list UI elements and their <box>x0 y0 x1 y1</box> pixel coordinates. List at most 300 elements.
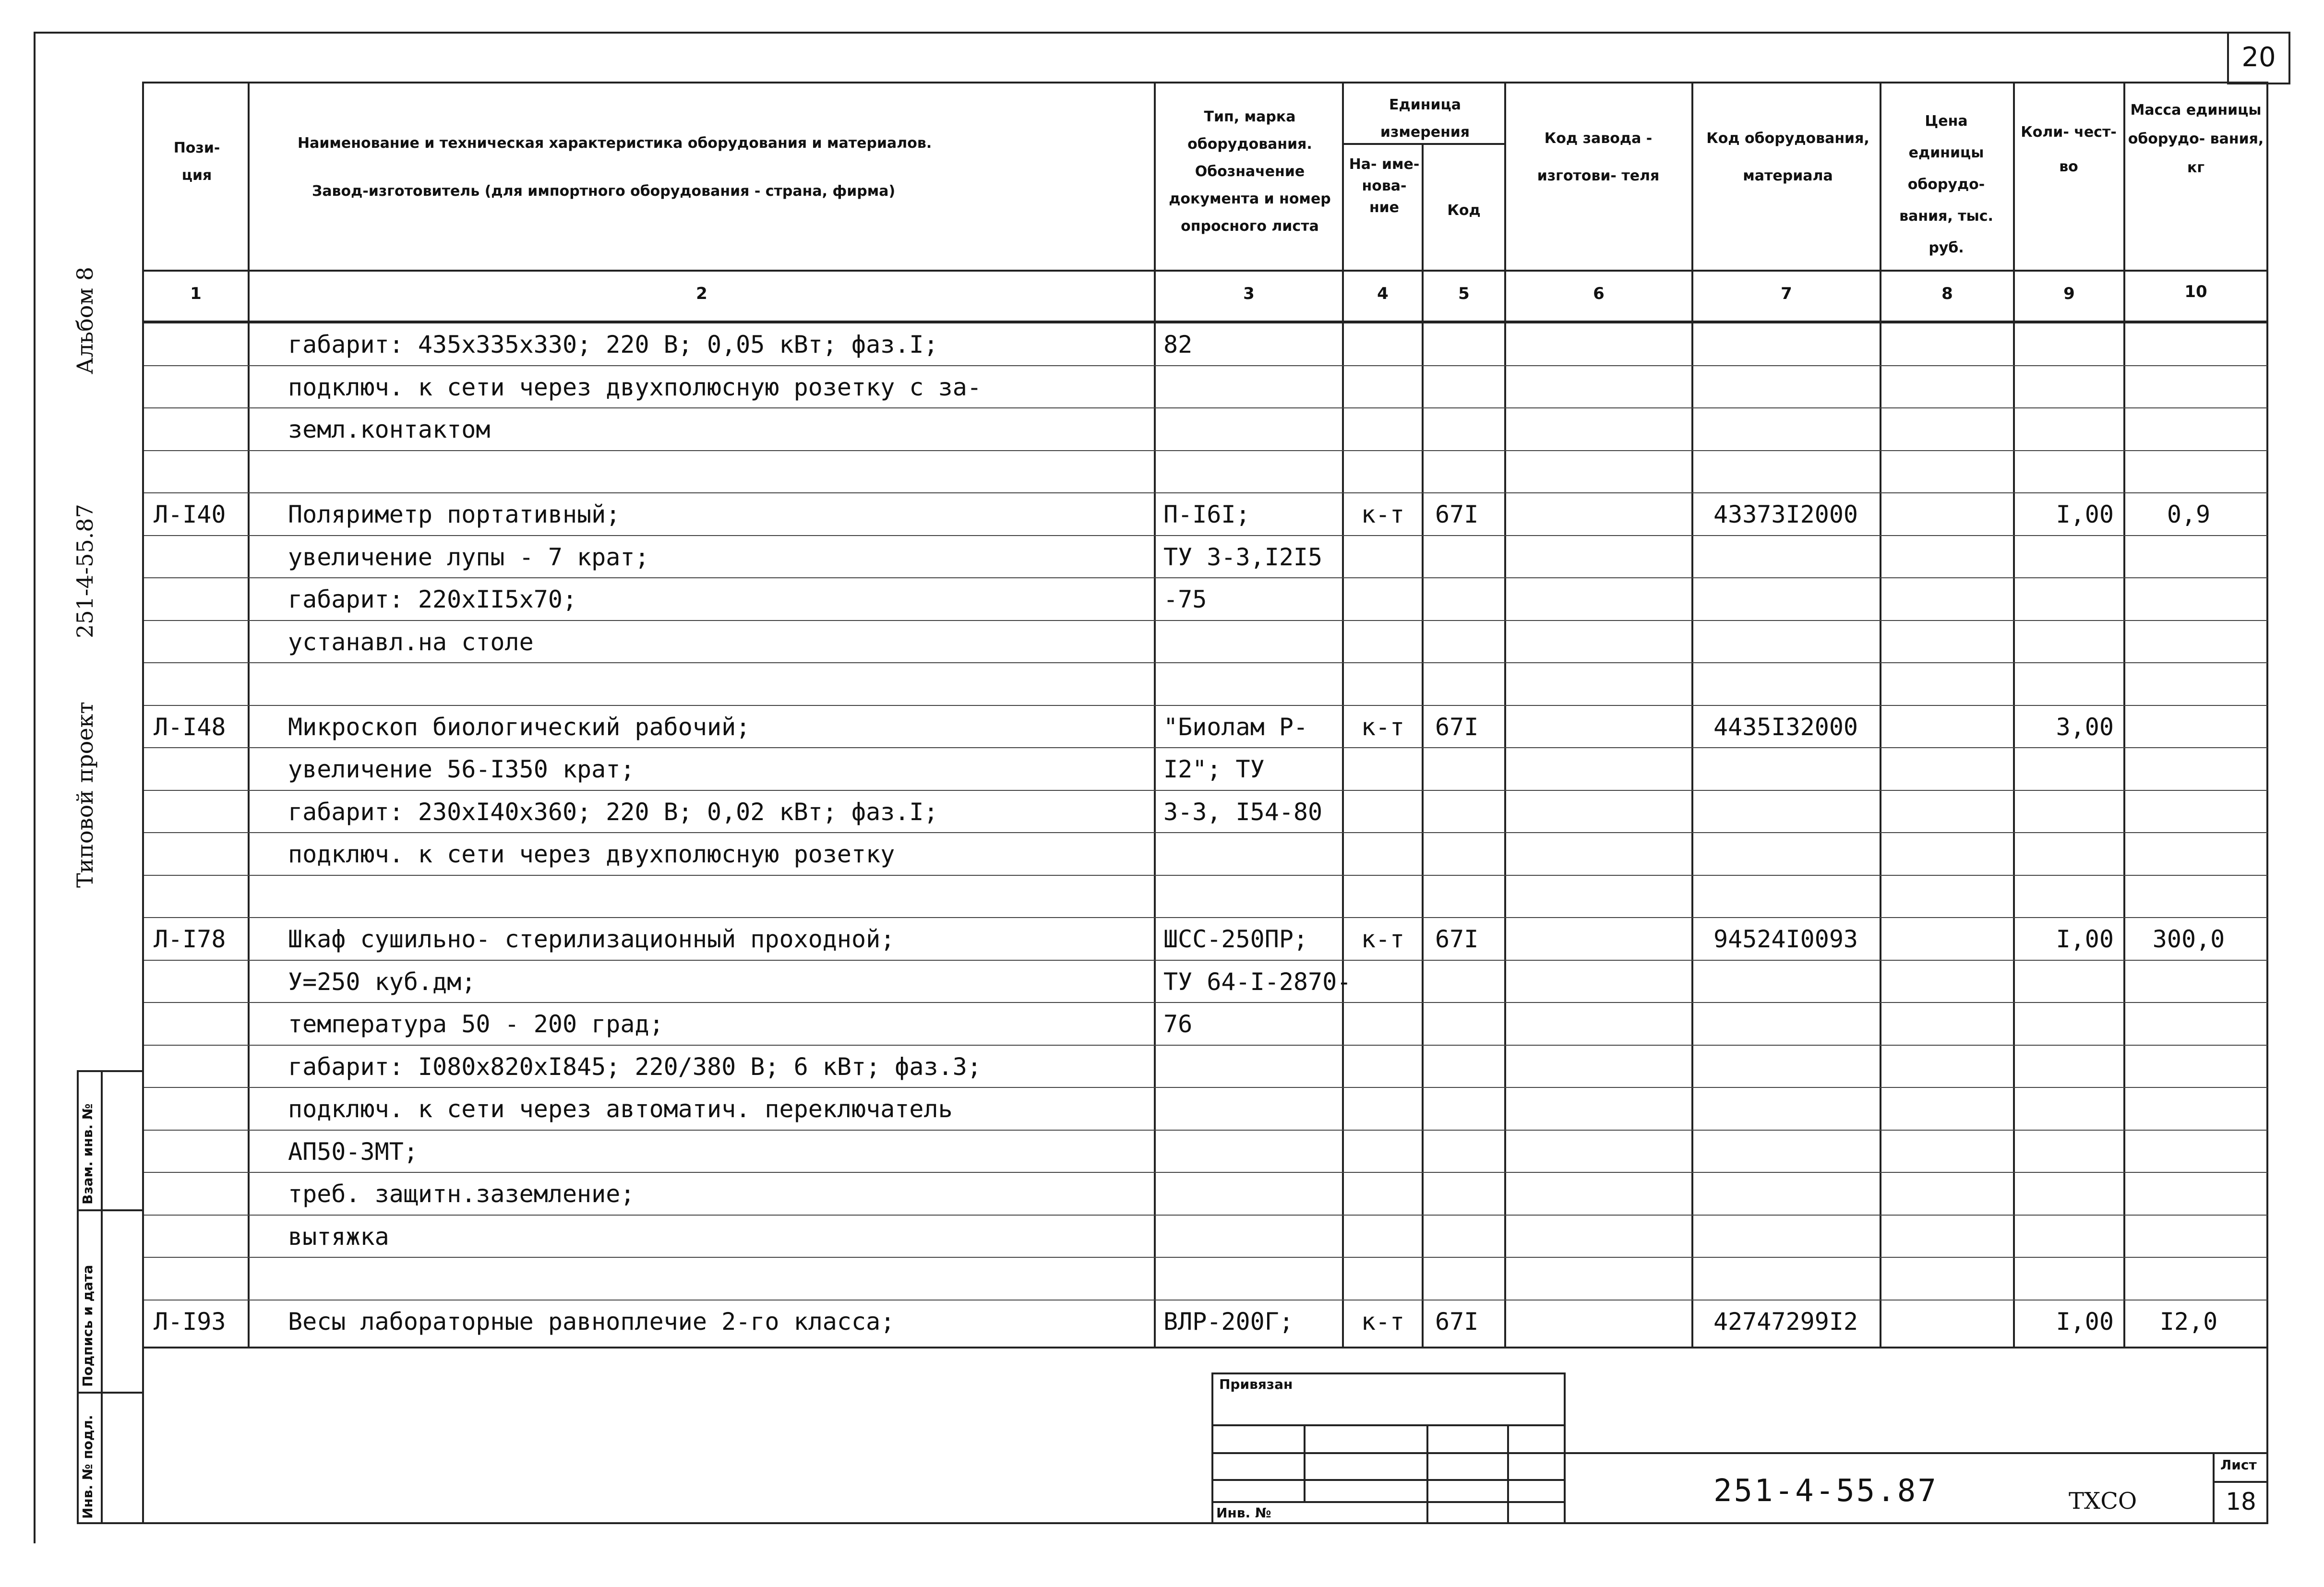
cell-position: Л-I48 <box>154 713 226 741</box>
cell-position <box>154 1046 248 1088</box>
cell-name: вытяжка <box>288 1223 389 1251</box>
doc-suffix: ТХСО <box>2069 1488 2137 1515</box>
cell-name: подключ. к сети через двухполюсную розетку с за- <box>288 373 982 401</box>
cell-unit: к-т <box>1361 1308 1405 1336</box>
cell-code <box>1435 748 1504 790</box>
page-number: 20 <box>2241 42 2276 73</box>
hdr-name-line2: Завод-изготовитель (для импортного оборудования - страна, фирма) <box>312 183 896 200</box>
hdr-unit: Единица измерения <box>1380 96 1470 141</box>
cell-name: У=250 куб.дм; <box>288 968 476 996</box>
cell-position <box>154 961 248 1003</box>
cell-qty <box>2015 451 2123 493</box>
cell-price <box>1886 1088 2013 1130</box>
cell-mfr-code <box>1512 1258 1691 1300</box>
cell-position <box>154 748 248 790</box>
cell-type <box>1163 1258 1344 1300</box>
footer-grid-h1 <box>1211 1424 1566 1426</box>
cell-mfr-code <box>1512 1088 1691 1130</box>
stamp-strip-left <box>77 1070 79 1524</box>
cell-mfr-code <box>1512 1173 1691 1215</box>
cell-type: П-I6I; <box>1163 501 1250 528</box>
cell-equip-code <box>1713 1046 1880 1088</box>
cell-name: Микроскоп биологический рабочий; <box>288 713 751 741</box>
cell-price <box>1886 536 2013 578</box>
cell-name: подключ. к сети через автоматич. переключатель <box>288 1095 953 1123</box>
cell-name: габарит: 435х335х330; 220 В; 0,05 кВт; фаз.I; <box>288 331 938 358</box>
cell-name: Поляриметр портативный; <box>288 501 621 528</box>
cell-type <box>1163 408 1344 451</box>
cell-position <box>154 1258 248 1300</box>
cell-mfr-code <box>1512 536 1691 578</box>
sheet-number: 18 <box>2226 1488 2256 1515</box>
cell-qty <box>2015 663 2123 705</box>
cell-price <box>1886 493 2013 536</box>
cell-name: увеличение 56-I350 крат; <box>288 755 635 783</box>
cell-name: габарит: I080х820хI845; 220/380 В; 6 кВт; фаз.3; <box>288 1053 982 1081</box>
colnum-9: 9 <box>2063 284 2075 303</box>
footer-title-top <box>1564 1452 2268 1454</box>
cell-name: земл.контактом <box>288 416 491 443</box>
cell-equip-code <box>1713 621 1880 663</box>
cell-code <box>1435 876 1504 918</box>
cell-equip-code <box>1713 1258 1880 1300</box>
cell-mass <box>2131 578 2246 620</box>
cell-code <box>1435 1003 1504 1045</box>
cell-mfr-code <box>1512 323 1691 366</box>
cell-position <box>154 408 248 451</box>
table-top <box>142 82 2267 84</box>
cell-price <box>1886 1003 2013 1045</box>
cell-price <box>1886 876 2013 918</box>
cell-qty <box>2015 791 2123 833</box>
cell-position: Л-I93 <box>154 1308 226 1336</box>
cell-equip-code <box>1713 1131 1880 1173</box>
cell-code <box>1435 961 1504 1003</box>
cell-qty: 3,00 <box>2056 713 2114 741</box>
cell-type: "Биолам Р- <box>1163 713 1308 741</box>
cell-equip-code <box>1713 791 1880 833</box>
doc-code: 251-4-55.87 <box>1713 1473 1938 1509</box>
cell-type <box>1163 1173 1344 1215</box>
cell-equip-code <box>1713 408 1880 451</box>
cell-price <box>1886 663 2013 705</box>
cell-equip-code <box>1713 876 1880 918</box>
cell-code <box>1435 833 1504 875</box>
cell-type: 3-3, I54-80 <box>1163 798 1323 826</box>
cell-unit: к-т <box>1361 713 1405 741</box>
cell-mfr-code <box>1512 961 1691 1003</box>
cell-position <box>154 536 248 578</box>
cell-position <box>154 1131 248 1173</box>
cell-code <box>1435 663 1504 705</box>
col-sep-4 <box>1422 144 1424 1348</box>
cell-price <box>1886 918 2013 960</box>
cell-code <box>1435 578 1504 620</box>
footer-grid-v3 <box>1507 1424 1509 1524</box>
colnum-8: 8 <box>1941 284 1953 303</box>
cell-equip-code <box>1713 1173 1880 1215</box>
colnum-1: 1 <box>190 284 202 303</box>
cell-price <box>1886 706 2013 748</box>
cell-qty <box>2015 408 2123 451</box>
cell-unit <box>1344 578 1422 620</box>
cell-price <box>1886 451 2013 493</box>
cell-type <box>1163 366 1344 408</box>
footer-grid-h2 <box>1211 1452 1566 1454</box>
side-project-type: Типовой проект <box>72 702 98 888</box>
frame-left <box>34 32 36 1543</box>
cell-price <box>1886 791 2013 833</box>
cell-price <box>1886 323 2013 366</box>
cell-name: габарит: 230хI40х360; 220 В; 0,02 кВт; фаз.I; <box>288 798 938 826</box>
hdr-equip-code: Код оборудования, материала <box>1706 130 1869 184</box>
cell-mass <box>2131 1258 2246 1300</box>
cell-mfr-code <box>1512 408 1691 451</box>
hdr-qty: Коли- чест- во <box>2021 124 2117 175</box>
cell-name: температура 50 - 200 град; <box>288 1010 664 1038</box>
cell-price <box>1886 1258 2013 1300</box>
cell-code <box>1435 1216 1504 1258</box>
cell-type: ТУ 64-I-2870- <box>1163 968 1352 996</box>
hdr-mfr-code: Код завода - изготови- теля <box>1537 130 1660 184</box>
cell-unit <box>1344 748 1422 790</box>
sheet-label: Лист <box>2220 1457 2257 1473</box>
cell-mass: 300,0 <box>2152 925 2225 953</box>
cell-name <box>288 451 1152 493</box>
cell-mass <box>2131 451 2246 493</box>
cell-equip-code <box>1713 578 1880 620</box>
cell-mass <box>2131 408 2246 451</box>
cell-unit <box>1344 1173 1422 1215</box>
cell-position <box>154 451 248 493</box>
cell-type <box>1163 1131 1344 1173</box>
cell-type <box>1163 451 1344 493</box>
colnum-4: 4 <box>1377 284 1389 303</box>
cell-equip-code: 4435I32000 <box>1713 713 1858 741</box>
cell-type: I2"; ТУ <box>1163 755 1265 783</box>
cell-type <box>1163 876 1344 918</box>
cell-name: устанавл.на столе <box>288 628 534 656</box>
colnum-2: 2 <box>696 284 707 303</box>
cell-type <box>1163 833 1344 875</box>
hdr-unit-code: Код <box>1447 202 1481 219</box>
cell-mass <box>2131 1131 2246 1173</box>
cell-price <box>1886 578 2013 620</box>
cell-type <box>1163 1216 1344 1258</box>
cell-mfr-code <box>1512 1131 1691 1173</box>
cell-unit <box>1344 961 1422 1003</box>
frame-top <box>34 32 2289 34</box>
cell-unit <box>1344 366 1422 408</box>
cell-qty <box>2015 1003 2123 1045</box>
sheet-box-divider <box>2213 1481 2268 1483</box>
cell-mass <box>2131 876 2246 918</box>
cell-mass <box>2131 323 2246 366</box>
cell-code: 67I <box>1435 501 1479 528</box>
cell-unit <box>1344 833 1422 875</box>
colnum-5: 5 <box>1458 284 1470 303</box>
cell-code: 67I <box>1435 1308 1479 1336</box>
cell-position <box>154 366 248 408</box>
stamp-strip-top <box>77 1070 144 1072</box>
cell-position <box>154 621 248 663</box>
cell-qty <box>2015 1173 2123 1215</box>
col-sep-6 <box>1691 82 1693 1348</box>
cell-equip-code <box>1713 536 1880 578</box>
hdr-type: Тип, марка оборудования. Обозначение документа и номер опросного листа <box>1169 108 1331 235</box>
cell-qty <box>2015 578 2123 620</box>
cell-unit <box>1344 1216 1422 1258</box>
col-sep-5 <box>1504 82 1506 1348</box>
colnum-10: 10 <box>2184 282 2207 301</box>
cell-price <box>1886 408 2013 451</box>
cell-equip-code <box>1713 833 1880 875</box>
cell-mass <box>2131 366 2246 408</box>
cell-code <box>1435 366 1504 408</box>
cell-mfr-code <box>1512 663 1691 705</box>
cell-equip-code <box>1713 451 1880 493</box>
table-bottom <box>142 1522 2268 1524</box>
cell-mass: I2,0 <box>2159 1308 2218 1336</box>
cell-mfr-code <box>1512 578 1691 620</box>
cell-price <box>1886 1046 2013 1088</box>
cell-mass <box>2131 1003 2246 1045</box>
cell-unit <box>1344 791 1422 833</box>
hdr-name-line1: Наименование и техническая характеристика оборудования и материалов. <box>298 135 932 152</box>
stamp-inv-orig: Инв. № подл. <box>80 1415 96 1519</box>
cell-equip-code <box>1713 663 1880 705</box>
cell-qty <box>2015 621 2123 663</box>
cell-type: ВЛР-200Г; <box>1163 1308 1294 1336</box>
cell-position <box>154 791 248 833</box>
cell-price <box>1886 1301 2013 1343</box>
cell-mfr-code <box>1512 833 1691 875</box>
side-project-code: 251-4-55.87 <box>72 504 98 638</box>
cell-unit <box>1344 876 1422 918</box>
cell-unit <box>1344 1131 1422 1173</box>
cell-mass <box>2131 833 2246 875</box>
cell-price <box>1886 366 2013 408</box>
cell-price <box>1886 621 2013 663</box>
cell-equip-code: 94524I0093 <box>1713 925 1858 953</box>
cell-code <box>1435 621 1504 663</box>
cell-mass <box>2131 1173 2246 1215</box>
attached-label: Привязан <box>1219 1376 1293 1392</box>
cell-type: ТУ 3-3,I2I5 <box>1163 543 1323 571</box>
stamp-strip-sep-1 <box>77 1209 144 1211</box>
cell-equip-code <box>1713 1003 1880 1045</box>
cell-mfr-code <box>1512 1301 1691 1343</box>
cell-mass <box>2131 706 2246 748</box>
inv-label: Инв. № <box>1216 1505 1271 1521</box>
cell-position: Л-I78 <box>154 925 226 953</box>
footer-grid-h4 <box>1211 1501 1566 1503</box>
cell-position <box>154 833 248 875</box>
stamp-sign-date: Подпись и дата <box>80 1265 96 1387</box>
cell-equip-code <box>1713 748 1880 790</box>
hdr-mass: Масса единицы оборудо- вания, кг <box>2128 102 2264 176</box>
cell-mfr-code <box>1512 451 1691 493</box>
cell-type: ШСС-250ПР; <box>1163 925 1308 953</box>
cell-qty <box>2015 833 2123 875</box>
cell-qty <box>2015 1258 2123 1300</box>
cell-mfr-code <box>1512 621 1691 663</box>
cell-position <box>154 1216 248 1258</box>
cell-code <box>1435 451 1504 493</box>
cell-mfr-code <box>1512 1046 1691 1088</box>
cell-unit <box>1344 663 1422 705</box>
cell-mass <box>2131 536 2246 578</box>
cell-name: габарит: 220хII5х70; <box>288 585 577 613</box>
cell-name: треб. защитн.заземление; <box>288 1180 635 1208</box>
cell-price <box>1886 1173 2013 1215</box>
cell-qty <box>2015 323 2123 366</box>
cell-name: Весы лабораторные равноплечие 2-го класса; <box>288 1308 895 1336</box>
col-sep-1 <box>248 82 250 1348</box>
hdr-position: Пози- ция <box>173 140 220 184</box>
cell-equip-code <box>1713 961 1880 1003</box>
colnum-6: 6 <box>1593 284 1605 303</box>
footer-divider <box>142 1347 2267 1348</box>
cell-unit <box>1344 323 1422 366</box>
col-sep-7 <box>1880 82 1881 1348</box>
cell-unit <box>1344 621 1422 663</box>
cell-price <box>1886 748 2013 790</box>
cell-mass <box>2131 748 2246 790</box>
cell-mfr-code <box>1512 493 1691 536</box>
cell-price <box>1886 833 2013 875</box>
cell-equip-code <box>1713 1216 1880 1258</box>
colnum-3: 3 <box>1243 284 1255 303</box>
hdr-price: Цена единицы оборудо- вания, тыс. руб. <box>1899 113 1993 256</box>
cell-unit: к-т <box>1361 501 1405 528</box>
cell-type <box>1163 1088 1344 1130</box>
cell-unit <box>1344 408 1422 451</box>
cell-type <box>1163 663 1344 705</box>
cell-position <box>154 1173 248 1215</box>
cell-mfr-code <box>1512 748 1691 790</box>
cell-qty <box>2015 366 2123 408</box>
cell-type: -75 <box>1163 585 1207 613</box>
cell-code <box>1435 323 1504 366</box>
cell-equip-code <box>1713 366 1880 408</box>
cell-name: подключ. к сети через двухполюсную розетку <box>288 840 895 868</box>
cell-unit <box>1344 1088 1422 1130</box>
cell-type <box>1163 1046 1344 1088</box>
cell-name: Шкаф сушильно- стерилизационный проходной; <box>288 925 895 953</box>
cell-price <box>1886 1131 2013 1173</box>
cell-mass <box>2131 1088 2246 1130</box>
col-sep-2 <box>1154 82 1156 1348</box>
cell-position <box>154 578 248 620</box>
cell-equip-code <box>1713 323 1880 366</box>
cell-mass: 0,9 <box>2167 501 2211 528</box>
cell-code <box>1435 536 1504 578</box>
colnum-7: 7 <box>1781 284 1792 303</box>
cell-price <box>1886 1216 2013 1258</box>
cell-type: 82 <box>1163 331 1193 358</box>
cell-type: 76 <box>1163 1010 1193 1038</box>
cell-qty: I,00 <box>2056 501 2114 528</box>
cell-code <box>1435 1173 1504 1215</box>
stamp-replace-inv: Взам. инв. № <box>80 1103 96 1205</box>
cell-position <box>154 1088 248 1130</box>
footer-box-top <box>1211 1372 1566 1374</box>
cell-qty <box>2015 961 2123 1003</box>
cell-qty <box>2015 1046 2123 1088</box>
cell-code <box>1435 1131 1504 1173</box>
stamp-strip-sep-2 <box>77 1392 144 1394</box>
cell-qty <box>2015 876 2123 918</box>
cell-unit <box>1344 1258 1422 1300</box>
cell-mass <box>2131 663 2246 705</box>
cell-name: АП50-3МТ; <box>288 1138 418 1166</box>
cell-mfr-code <box>1512 876 1691 918</box>
cell-mfr-code <box>1512 366 1691 408</box>
cell-code <box>1435 1088 1504 1130</box>
cell-code: 67I <box>1435 713 1479 741</box>
side-album: Альбом 8 <box>72 266 98 374</box>
cell-position: Л-I40 <box>154 501 226 528</box>
cell-mfr-code <box>1512 791 1691 833</box>
cell-qty <box>2015 748 2123 790</box>
hdr-unit-name: На- име- нова- ние <box>1349 156 1420 216</box>
cell-position <box>154 663 248 705</box>
footer-grid-v2 <box>1426 1424 1428 1524</box>
cell-code: 67I <box>1435 925 1479 953</box>
cell-qty: I,00 <box>2056 1308 2114 1336</box>
cell-type <box>1163 621 1344 663</box>
cell-mass <box>2131 1046 2246 1088</box>
cell-qty <box>2015 1131 2123 1173</box>
cell-qty <box>2015 1216 2123 1258</box>
col-sep-9 <box>2123 82 2125 1348</box>
cell-equip-code: 42747299I2 <box>1713 1308 1858 1336</box>
cell-unit <box>1344 1003 1422 1045</box>
cell-mfr-code <box>1512 918 1691 960</box>
cell-code <box>1435 1258 1504 1300</box>
cell-equip-code: 43373I2000 <box>1713 501 1858 528</box>
cell-code <box>1435 408 1504 451</box>
cell-price <box>1886 961 2013 1003</box>
cell-mfr-code <box>1512 1216 1691 1258</box>
cell-mfr-code <box>1512 706 1691 748</box>
cell-position <box>154 1003 248 1045</box>
cell-code <box>1435 791 1504 833</box>
stamp-strip-divider <box>101 1070 103 1524</box>
footer-grid-h3 <box>1211 1479 1566 1481</box>
cell-mfr-code <box>1512 1003 1691 1045</box>
cell-unit <box>1344 451 1422 493</box>
header-divider <box>142 270 2267 272</box>
cell-unit <box>1344 536 1422 578</box>
cell-mass <box>2131 961 2246 1003</box>
cell-position <box>154 876 248 918</box>
cell-position <box>154 323 248 366</box>
cell-name <box>288 876 1152 918</box>
cell-qty: I,00 <box>2056 925 2114 953</box>
cell-code <box>1435 1046 1504 1088</box>
cell-mass <box>2131 791 2246 833</box>
cell-unit: к-т <box>1361 925 1405 953</box>
cell-name: увеличение лупы - 7 крат; <box>288 543 649 571</box>
page-number-box-right <box>2288 32 2290 84</box>
stamp-strip-bottom <box>77 1522 144 1524</box>
cell-qty <box>2015 536 2123 578</box>
cell-qty <box>2015 1088 2123 1130</box>
footer-grid-v1 <box>1304 1424 1306 1501</box>
table-right <box>2266 82 2268 1524</box>
